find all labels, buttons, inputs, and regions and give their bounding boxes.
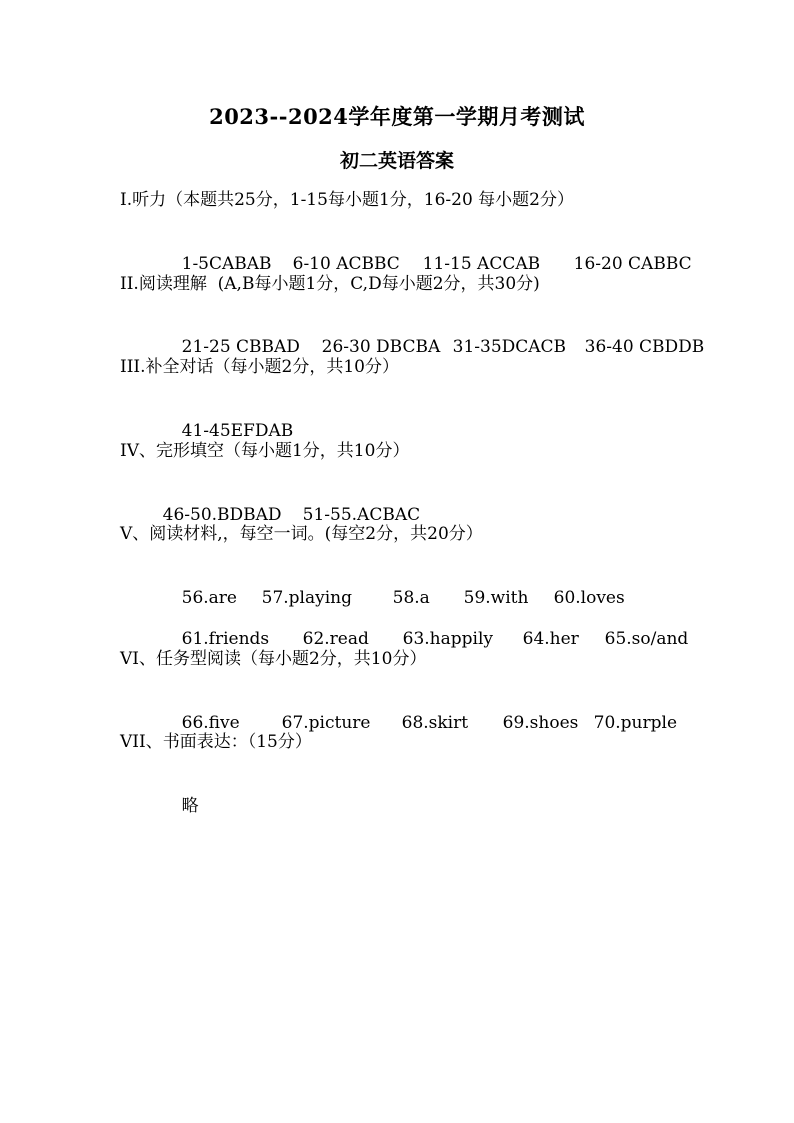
answer-item: 51-55.ACBAC bbox=[302, 505, 421, 525]
answer-item: 56.are bbox=[181, 588, 237, 608]
page-title: 2023--2024学年度第一学期月考测试 bbox=[209, 104, 585, 129]
answer-item: 63.happily bbox=[402, 629, 493, 649]
answer-item: 1-5CABAB bbox=[181, 254, 272, 274]
answer-item: 31-35DCACB bbox=[452, 337, 567, 357]
answer-item: 57.playing bbox=[261, 588, 352, 608]
answer-item: 70.purple bbox=[593, 713, 677, 733]
answer-item: 67.picture bbox=[281, 713, 371, 733]
answer-item: 16-20 CABBC bbox=[573, 254, 692, 274]
answer-item: 41-45EFDAB bbox=[181, 421, 294, 441]
answer-item: 略 bbox=[181, 796, 199, 816]
section-heading-dialogue: III.补全对话（每小题2分，共10分） bbox=[120, 357, 399, 377]
answer-item: 6-10 ACBBC bbox=[292, 254, 400, 274]
answer-item: 11-15 ACCAB bbox=[422, 254, 541, 274]
section-heading-reading-material: V、阅读材料,，每空一词。(每空2分，共20分） bbox=[120, 524, 483, 544]
answer-item: 59.with bbox=[463, 588, 529, 608]
answer-item: 68.skirt bbox=[401, 713, 469, 733]
answer-item: 69.shoes bbox=[502, 713, 579, 733]
answer-item: 26-30 DBCBA bbox=[321, 337, 441, 357]
answer-item: 21-25 CBBAD bbox=[181, 337, 300, 357]
section-heading-writing: VII、书面表达：（15分） bbox=[120, 732, 312, 752]
section-heading-reading: II.阅读理解 (A,B每小题1分，C,D每小题2分，共30分) bbox=[120, 274, 540, 294]
answer-item: 64.her bbox=[522, 629, 579, 649]
answer-item: 66.five bbox=[181, 713, 240, 733]
answer-item: 61.friends bbox=[181, 629, 270, 649]
answer-row bbox=[160, 773, 199, 839]
section-heading-task-reading: VI、任务型阅读（每小题2分，共10分） bbox=[120, 649, 427, 669]
section-heading-cloze: IV、完形填空（每小题1分，共10分） bbox=[120, 441, 410, 461]
answer-item: 60.loves bbox=[553, 588, 625, 608]
answer-item: 65.so/and bbox=[604, 629, 689, 649]
answer-item: 46-50.BDBAD bbox=[162, 505, 282, 525]
answer-item: 58.a bbox=[392, 588, 430, 608]
answer-item: 62.read bbox=[302, 629, 369, 649]
section-heading-listening: I.听力（本题共25分，1-15每小题1分，16-20 每小题2分） bbox=[120, 190, 574, 210]
answer-item: 36-40 CBDDB bbox=[584, 337, 705, 357]
page-subtitle: 初二英语答案 bbox=[339, 150, 454, 172]
